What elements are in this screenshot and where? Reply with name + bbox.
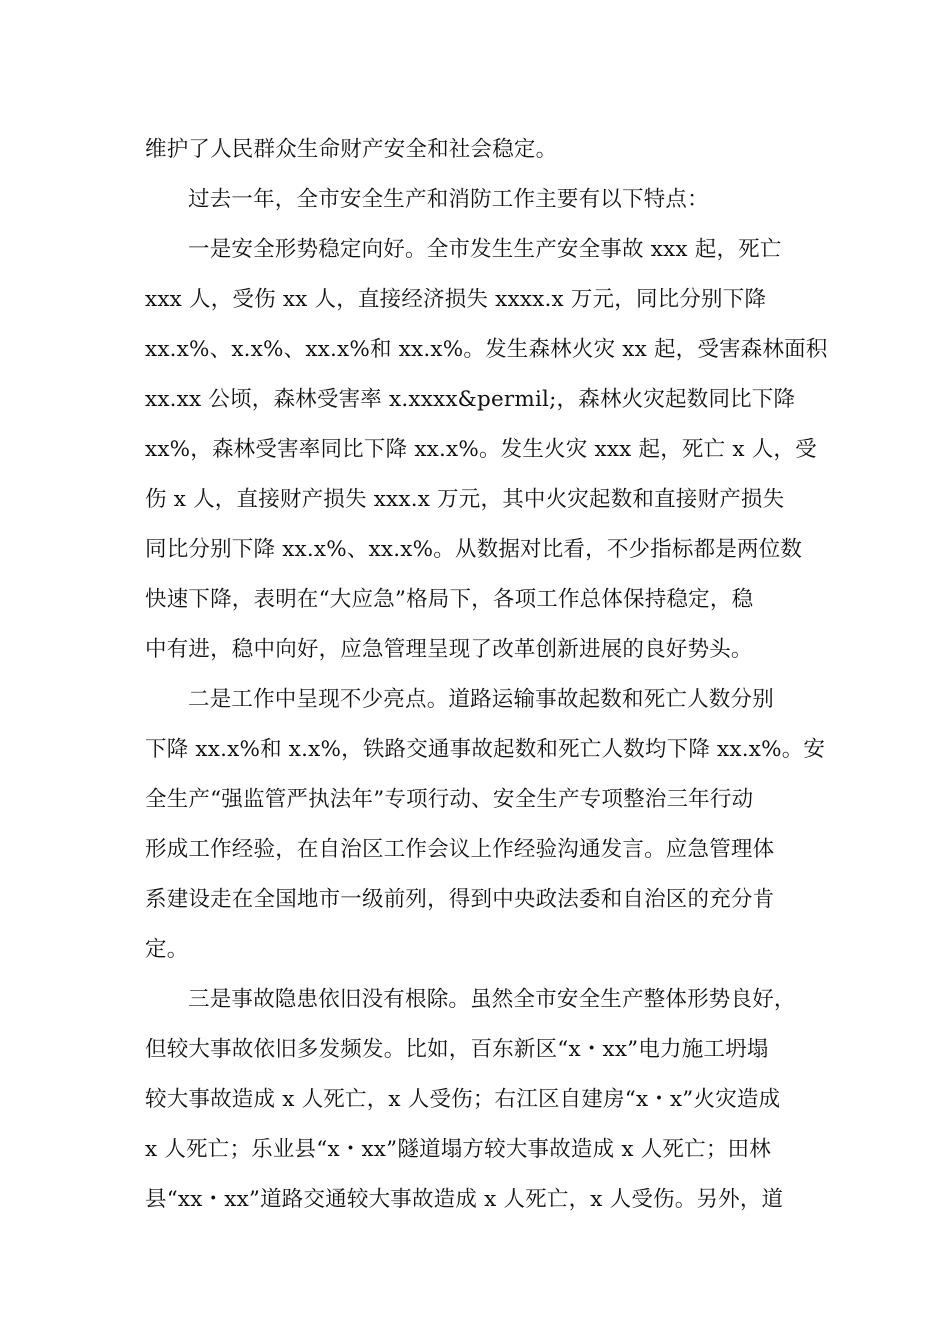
text-line: xx%，森林受害率同比下降 xx.x%。发生火灾 xxx 起，死亡 x 人，受 — [145, 437, 817, 462]
text-line: 定。 — [145, 937, 189, 962]
text-line: 过去一年，全市安全生产和消防工作主要有以下特点： — [188, 187, 709, 212]
text-line: 形成工作经验，在自治区工作会议上作经验沟通发言。应急管理体 — [145, 837, 775, 862]
text-line: 二是工作中呈现不少亮点。道路运输事故起数和死亡人数分别 — [188, 687, 774, 712]
text-line: 同比分别下降 xx.x%、xx.x%。从数据对比看，不少指标都是两位数 — [145, 537, 803, 562]
text-line: 较大事故造成 x 人死亡，x 人受伤；右江区自建房“x・x”火灾造成 — [145, 1087, 781, 1112]
text-line: 中有进，稳中向好，应急管理呈现了改革创新进展的良好势头。 — [145, 637, 753, 662]
text-line: 三是事故隐患依旧没有根除。虽然全市安全生产整体形势良好， — [188, 987, 796, 1012]
text-line: 维护了人民群众生命财产安全和社会稳定。 — [145, 137, 558, 162]
text-line: xxx 人，受伤 xx 人，直接经济损失 xxxx.x 万元，同比分别下降 — [145, 287, 767, 312]
text-line: 下降 xx.x%和 x.x%，铁路交通事故起数和死亡人数均下降 xx.x%。安 — [145, 737, 826, 762]
text-line: 但较大事故依旧多发频发。比如，百东新区“x・xx”电力施工坍塌 — [145, 1037, 769, 1062]
text-line: 快速下降，表明在“大应急”格局下，各项工作总体保持稳定，稳 — [145, 587, 754, 612]
text-line: 全生产“强监管严执法年”专项行动、安全生产专项整治三年行动 — [145, 787, 754, 812]
text-line: xx.x%、x.x%、xx.x%和 xx.x%。发生森林火灾 xx 起，受害森林面积 — [145, 337, 828, 362]
text-line: 一是安全形势稳定向好。全市发生生产安全事故 xxx 起，死亡 — [188, 237, 782, 262]
text-line: 伤 x 人，直接财产损失 xxx.x 万元，其中火灾起数和直接财产损失 — [145, 487, 785, 512]
text-line: 县“xx・xx”道路交通较大事故造成 x 人死亡，x 人受伤。另外，道 — [145, 1187, 784, 1212]
text-line: x 人死亡；乐业县“x・xx”隧道塌方较大事故造成 x 人死亡；田林 — [145, 1137, 771, 1162]
text-line: xx.xx 公顷，森林受害率 x.xxxx&permil;，森林火灾起数同比下降 — [145, 387, 796, 412]
text-line: 系建设走在全国地市一级前列，得到中央政法委和自治区的充分肯 — [145, 887, 775, 912]
